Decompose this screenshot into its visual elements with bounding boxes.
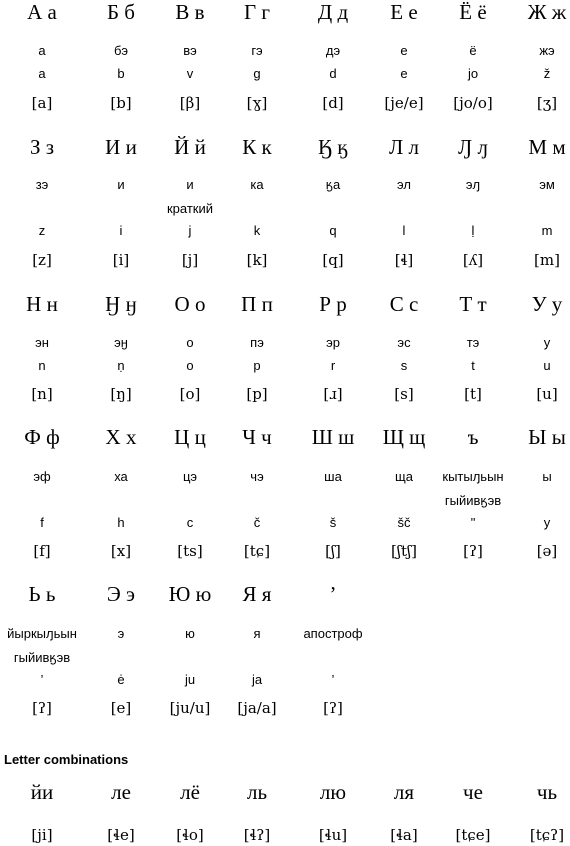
letter-glyph: ъ bbox=[467, 425, 479, 449]
letter-name: эр bbox=[326, 335, 340, 350]
letter-glyph: В в bbox=[175, 0, 205, 24]
combination-letters: чь bbox=[536, 780, 558, 804]
letter-name: эл bbox=[397, 177, 411, 192]
combination-letters: ле bbox=[111, 780, 131, 804]
letter-name-line2: краткий bbox=[166, 201, 214, 216]
romanization: e bbox=[400, 66, 408, 81]
letter-name: а bbox=[38, 43, 46, 58]
ipa-value: [t] bbox=[464, 385, 482, 403]
combination-letters: ля bbox=[393, 780, 415, 804]
letter-glyph: Ч ч bbox=[242, 425, 272, 449]
letter-name: кытыԓьын bbox=[442, 469, 504, 484]
romanization: q bbox=[329, 223, 337, 238]
ipa-value: [i] bbox=[112, 251, 130, 269]
ipa-value: [ɹ] bbox=[323, 385, 343, 403]
romanization: ’ bbox=[331, 672, 335, 687]
letter-glyph: М м bbox=[528, 135, 566, 159]
letter-glyph: Й й bbox=[174, 135, 206, 159]
letter-glyph: Ԓ ԓ bbox=[458, 135, 488, 159]
combination-ipa: [ɬa] bbox=[390, 826, 418, 844]
letter-name: е bbox=[400, 43, 408, 58]
letter-name: эс bbox=[397, 335, 411, 350]
romanization: h bbox=[117, 515, 125, 530]
romanization: ė bbox=[117, 672, 125, 687]
romanization: y bbox=[543, 515, 551, 530]
combination-letters: лё bbox=[180, 780, 200, 804]
romanization: n bbox=[38, 358, 46, 373]
ipa-value: [s] bbox=[394, 385, 414, 403]
ipa-value: [b] bbox=[110, 94, 132, 112]
combination-ipa: [ɬu] bbox=[318, 826, 348, 844]
romanization: j bbox=[188, 223, 192, 238]
ipa-value: [n] bbox=[31, 385, 53, 403]
romanization: i bbox=[119, 223, 123, 238]
letter-name: я bbox=[253, 626, 261, 641]
combination-ipa: [tɕʔ] bbox=[529, 826, 565, 844]
romanization: s bbox=[400, 358, 408, 373]
letter-name: ё bbox=[469, 43, 477, 58]
ipa-value: [ju/u] bbox=[169, 699, 211, 717]
letter-name: ю bbox=[185, 626, 195, 641]
romanization: jo bbox=[467, 66, 479, 81]
ipa-value: [x] bbox=[110, 542, 132, 560]
romanization: d bbox=[329, 66, 337, 81]
ipa-value: [jo/o] bbox=[453, 94, 493, 112]
romanization: b bbox=[117, 66, 125, 81]
letter-glyph: Р р bbox=[319, 292, 347, 316]
romanization: g bbox=[253, 66, 261, 81]
ipa-value: [f] bbox=[33, 542, 51, 560]
ipa-value: [ʔ] bbox=[323, 699, 343, 717]
romanization: ’ bbox=[40, 672, 44, 687]
romanization: o bbox=[186, 358, 194, 373]
letter-name: эм bbox=[539, 177, 555, 192]
letter-name: гэ bbox=[251, 43, 263, 58]
letter-glyph: Ь ь bbox=[28, 582, 56, 606]
letter-glyph: С с bbox=[389, 292, 419, 316]
letter-glyph: Ц ц bbox=[174, 425, 206, 449]
letter-glyph: Х х bbox=[105, 425, 137, 449]
letter-name: ка bbox=[250, 177, 264, 192]
ipa-value: [ʒ] bbox=[536, 94, 558, 112]
romanization: f bbox=[40, 515, 44, 530]
ipa-value: [ŋ] bbox=[110, 385, 132, 403]
letter-glyph: Г г bbox=[243, 0, 271, 24]
letter-name: апостроф bbox=[303, 626, 363, 641]
combination-letters: че bbox=[463, 780, 483, 804]
ipa-value: [ɬ] bbox=[394, 251, 414, 269]
ipa-value: [ʔ] bbox=[463, 542, 483, 560]
romanization: p bbox=[253, 358, 261, 373]
ipa-value: [u] bbox=[536, 385, 558, 403]
romanization: u bbox=[543, 358, 551, 373]
romanization: v bbox=[186, 66, 194, 81]
letter-name: эԓ bbox=[465, 177, 481, 192]
letter-glyph: А а bbox=[27, 0, 57, 24]
combination-letters: йи bbox=[30, 780, 54, 804]
letter-name: э bbox=[117, 626, 125, 641]
ipa-value: [z] bbox=[32, 251, 52, 269]
letter-name: вэ bbox=[183, 43, 197, 58]
ipa-value: [q] bbox=[322, 251, 344, 269]
letter-glyph: Т т bbox=[459, 292, 487, 316]
letter-name: ша bbox=[324, 469, 342, 484]
combination-ipa: [ɬʔ] bbox=[243, 826, 271, 844]
letter-name: цэ bbox=[182, 469, 198, 484]
ipa-value: [β] bbox=[179, 94, 201, 112]
letter-glyph: Н н bbox=[26, 292, 58, 316]
letter-glyph: Ж ж bbox=[527, 0, 567, 24]
ipa-value: [p] bbox=[246, 385, 268, 403]
combination-letters: лю bbox=[319, 780, 347, 804]
combination-ipa: [tɕe] bbox=[455, 826, 491, 844]
ipa-value: [o] bbox=[179, 385, 201, 403]
letter-name: эф bbox=[33, 469, 51, 484]
romanization: l bbox=[402, 223, 406, 238]
ipa-value: [ts] bbox=[177, 542, 203, 560]
romanization: c bbox=[186, 515, 194, 530]
combination-ipa: [ji] bbox=[31, 826, 53, 844]
letter-glyph: И и bbox=[105, 135, 137, 159]
romanization: a bbox=[38, 66, 46, 81]
romanization: ž bbox=[543, 66, 551, 81]
romanization: šč bbox=[397, 515, 411, 530]
letter-name: чэ bbox=[250, 469, 264, 484]
letter-name: ӄа bbox=[325, 177, 341, 192]
ipa-value: [d] bbox=[322, 94, 344, 112]
letter-glyph: Ӄ ӄ bbox=[317, 135, 349, 159]
letter-name: зэ bbox=[35, 177, 49, 192]
letter-glyph: Б б bbox=[107, 0, 135, 24]
ipa-value: [a] bbox=[31, 94, 53, 112]
romanization: ḷ bbox=[471, 223, 475, 238]
ipa-value: [ʔ] bbox=[32, 699, 52, 717]
letter-name: тэ bbox=[466, 335, 480, 350]
letter-glyph: Ш ш bbox=[311, 425, 355, 449]
letter-glyph: ’ bbox=[329, 582, 337, 606]
ipa-value: [ʎ] bbox=[462, 251, 484, 269]
romanization: r bbox=[330, 358, 336, 373]
ipa-value: [e] bbox=[110, 699, 132, 717]
ipa-value: [je/e] bbox=[384, 94, 424, 112]
letter-name-line2: гыйивӄэв bbox=[13, 650, 71, 665]
letter-glyph: Я я bbox=[242, 582, 272, 606]
romanization: ṇ bbox=[117, 358, 125, 373]
letter-glyph: Д д bbox=[317, 0, 349, 24]
letter-glyph: О о bbox=[174, 292, 206, 316]
romanization: š bbox=[329, 515, 337, 530]
ipa-value: [ʃtʃ] bbox=[391, 542, 417, 560]
letter-name: о bbox=[186, 335, 194, 350]
letter-glyph: Л л bbox=[389, 135, 419, 159]
ipa-value: [ʃ] bbox=[325, 542, 341, 560]
combination-ipa: [ɬe] bbox=[107, 826, 135, 844]
letter-name: дэ bbox=[325, 43, 341, 58]
letter-name: йыркыԓьын bbox=[7, 626, 77, 641]
romanization: č bbox=[253, 515, 261, 530]
letter-glyph: Ю ю bbox=[168, 582, 212, 606]
letter-name: жэ bbox=[539, 43, 555, 58]
letter-name-line2: гыйивӄэв bbox=[444, 493, 502, 508]
romanization: m bbox=[541, 223, 553, 238]
letter-glyph: У у bbox=[531, 292, 563, 316]
letter-name: ха bbox=[114, 469, 128, 484]
letter-name: ы bbox=[542, 469, 552, 484]
romanization: ju bbox=[184, 672, 196, 687]
letter-name: у bbox=[543, 335, 551, 350]
ipa-value: [k] bbox=[246, 251, 268, 269]
romanization: t bbox=[471, 358, 475, 373]
section-heading: Letter combinations bbox=[4, 752, 129, 767]
combination-ipa: [ɬo] bbox=[176, 826, 204, 844]
letter-name: пэ bbox=[250, 335, 264, 350]
combination-letters: ль bbox=[246, 780, 268, 804]
romanization: z bbox=[38, 223, 46, 238]
letter-glyph: Е е bbox=[390, 0, 418, 24]
ipa-value: [j] bbox=[181, 251, 199, 269]
letter-glyph: Ё ё bbox=[459, 0, 487, 24]
ipa-value: [ə] bbox=[536, 542, 558, 560]
letter-glyph: Ы ы bbox=[528, 425, 566, 449]
letter-glyph: Э э bbox=[106, 582, 136, 606]
romanization: k bbox=[253, 223, 261, 238]
ipa-value: [ɣ] bbox=[246, 94, 268, 112]
ipa-value: [ja/a] bbox=[237, 699, 277, 717]
letter-glyph: Ф ф bbox=[24, 425, 60, 449]
letter-name: эн bbox=[35, 335, 49, 350]
ipa-value: [tɕ] bbox=[243, 542, 271, 560]
letter-name: эӈ bbox=[114, 335, 128, 350]
letter-glyph: Щ щ bbox=[382, 425, 426, 449]
letter-glyph: П п bbox=[241, 292, 273, 316]
letter-name: и bbox=[186, 177, 194, 192]
romanization: " bbox=[470, 515, 476, 530]
letter-name: и bbox=[117, 177, 125, 192]
letter-glyph: З з bbox=[29, 135, 55, 159]
letter-glyph: Ӈ ӈ bbox=[105, 292, 137, 316]
romanization: ja bbox=[251, 672, 263, 687]
letter-name: ща bbox=[395, 469, 413, 484]
letter-name: бэ bbox=[114, 43, 128, 58]
ipa-value: [m] bbox=[534, 251, 560, 269]
letter-glyph: К к bbox=[242, 135, 272, 159]
